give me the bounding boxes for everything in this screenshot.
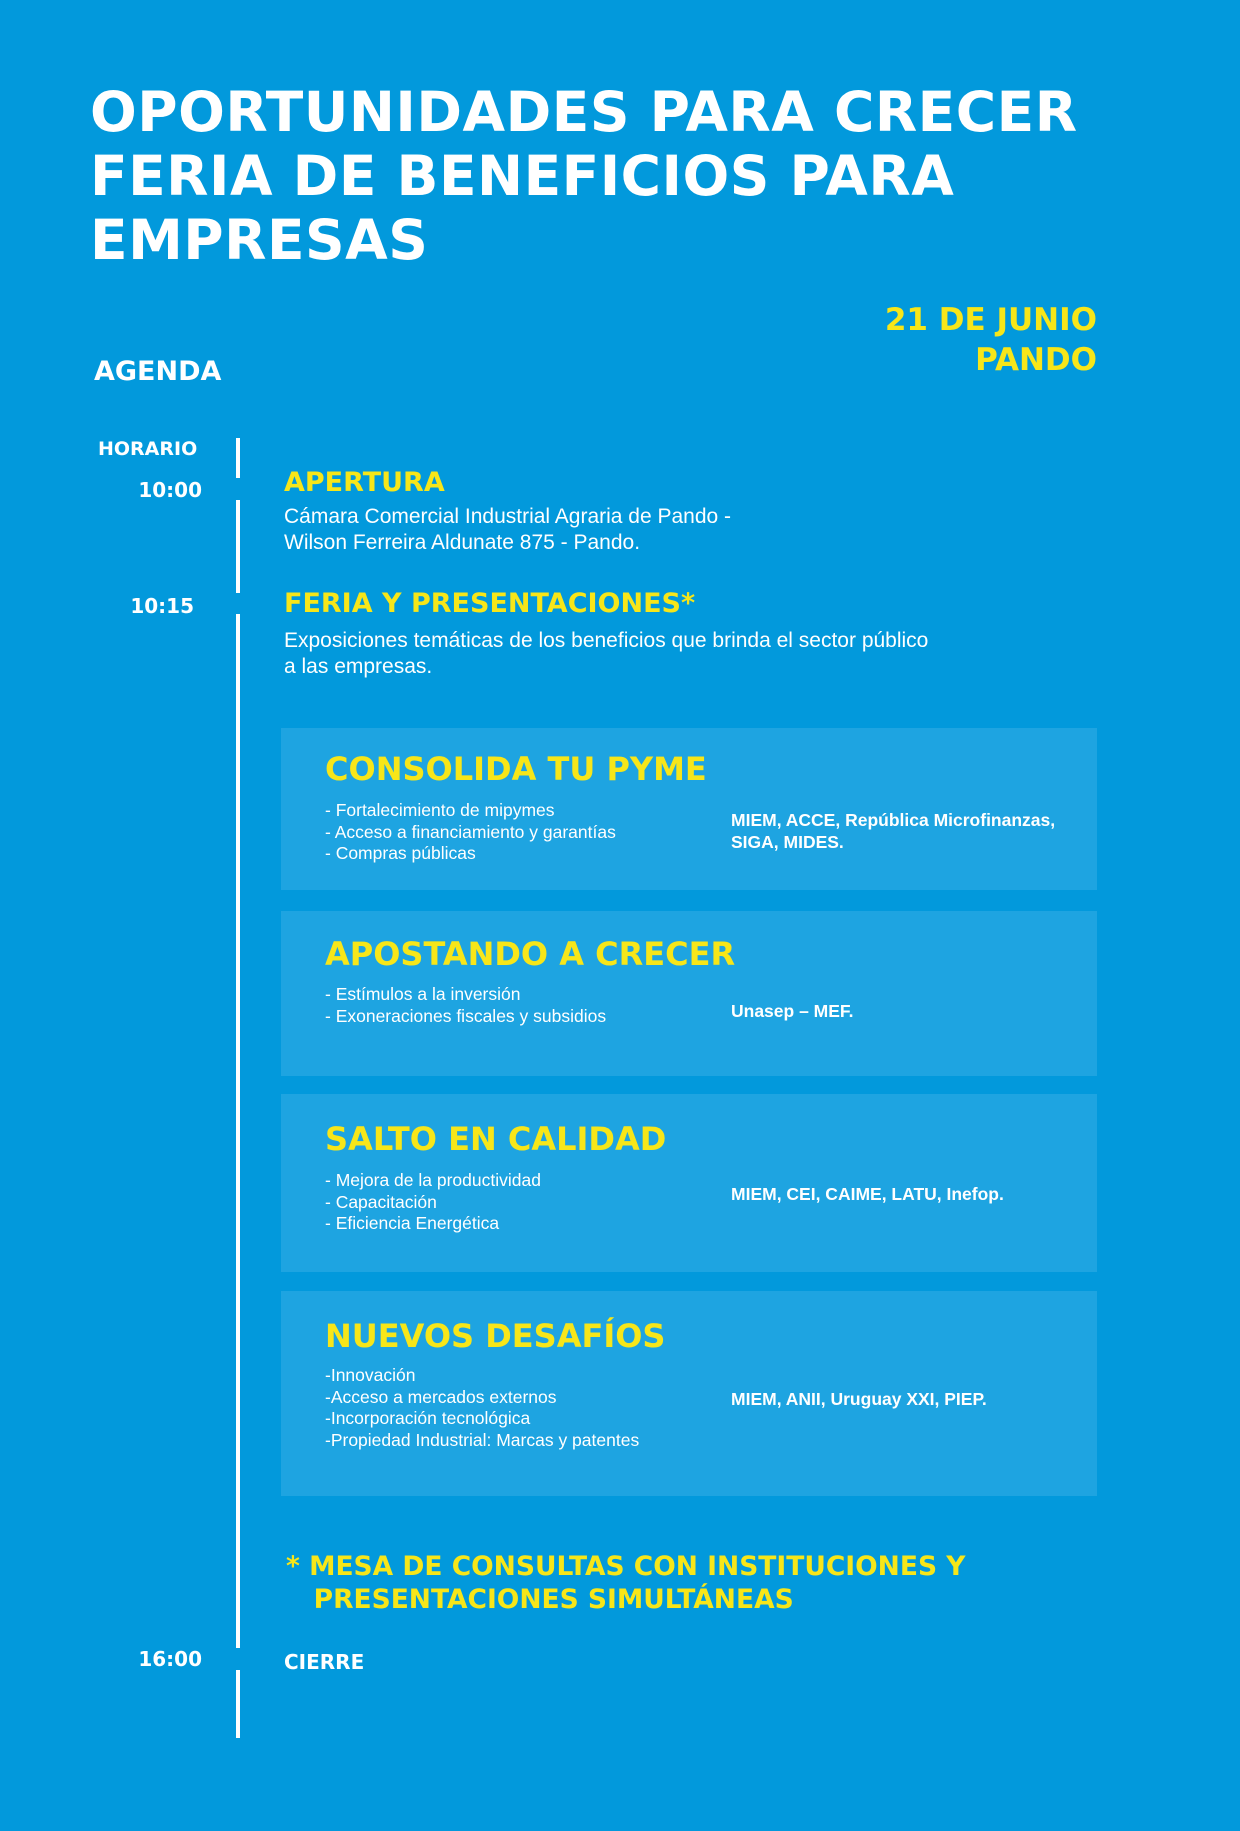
section-item: - Acceso a financiamiento y garantías bbox=[325, 821, 616, 842]
footnote-line: * MESA DE CONSULTAS CON INSTITUCIONES Y bbox=[286, 1551, 966, 1582]
event-description-line: Exposiciones temáticas de los beneficios que brinda el sector público bbox=[284, 629, 929, 652]
section-item: - Estímulos a la inversión bbox=[325, 984, 521, 1004]
title-line: OPORTUNIDADES PARA CRECER bbox=[90, 80, 1078, 144]
section-item: -Incorporación tecnológica bbox=[325, 1408, 531, 1428]
event-location: PANDO bbox=[975, 342, 1097, 378]
section-items bbox=[325, 800, 616, 865]
section-items bbox=[325, 1365, 639, 1451]
event-description-line: Wilson Ferreira Aldunate 875 - Pando. bbox=[284, 531, 641, 554]
event-description-line: a las empresas. bbox=[284, 655, 433, 678]
section-title: APOSTANDO A CRECER bbox=[325, 935, 736, 973]
event-time: 10:15 bbox=[130, 594, 194, 618]
agenda-heading: AGENDA bbox=[94, 356, 222, 387]
section-institutions: MIEM, ACCE, República Microfinanzas, SIGA, MIDES. bbox=[731, 810, 1056, 852]
event-description bbox=[284, 504, 731, 556]
title-line: EMPRESAS bbox=[90, 208, 429, 272]
section-card bbox=[281, 1291, 1097, 1496]
event-description-line: Cámara Comercial Industrial Agraria de Pando - bbox=[284, 505, 732, 528]
section-institutions: MIEM, CEI, CAIME, LATU, Inefop. bbox=[731, 1184, 1004, 1204]
timeline-line bbox=[236, 438, 240, 478]
event-time: 10:00 bbox=[138, 478, 202, 502]
event-date-location bbox=[885, 300, 1097, 380]
event-date: 21 DE JUNIO bbox=[884, 302, 1097, 338]
title-line: FERIA DE BENEFICIOS PARA bbox=[90, 144, 955, 208]
event-title: FERIA Y PRESENTACIONES* bbox=[284, 588, 696, 619]
section-item: - Capacitación bbox=[325, 1191, 437, 1212]
section-institutions: Unasep – MEF. bbox=[731, 1001, 854, 1021]
timeline-line bbox=[236, 614, 240, 1648]
section-items bbox=[325, 984, 606, 1027]
section-title: NUEVOS DESAFÍOS bbox=[325, 1317, 666, 1355]
horario-label: HORARIO bbox=[98, 438, 198, 460]
footnote bbox=[286, 1550, 965, 1616]
section-institutions: MIEM, ANII, Uruguay XXI, PIEP. bbox=[731, 1389, 987, 1409]
section-item: - Mejora de la productividad bbox=[325, 1170, 541, 1190]
section-item: -Propiedad Industrial: Marcas y patentes bbox=[325, 1429, 640, 1450]
footnote-line: PRESENTACIONES SIMULTÁNEAS bbox=[286, 1584, 794, 1615]
page-title bbox=[90, 80, 1170, 272]
event-description bbox=[284, 628, 928, 680]
closing-title: CIERRE bbox=[284, 1650, 365, 1674]
section-item: -Acceso a mercados externos bbox=[325, 1386, 557, 1407]
section-title: CONSOLIDA TU PYME bbox=[325, 750, 707, 788]
timeline-line bbox=[236, 1670, 240, 1738]
section-item: - Fortalecimiento de mipymes bbox=[325, 800, 555, 820]
section-item: - Eficiencia Energética bbox=[325, 1213, 500, 1233]
section-item: - Exoneraciones fiscales y subsidios bbox=[325, 1005, 607, 1026]
section-card bbox=[281, 911, 1097, 1076]
closing-time: 16:00 bbox=[138, 1647, 202, 1671]
event-title: APERTURA bbox=[284, 467, 445, 498]
timeline-line bbox=[236, 500, 240, 593]
section-items bbox=[325, 1170, 541, 1235]
section-item: - Compras públicas bbox=[325, 843, 476, 863]
section-card bbox=[281, 728, 1097, 890]
section-item: -Innovación bbox=[325, 1365, 416, 1385]
section-title: SALTO EN CALIDAD bbox=[325, 1120, 667, 1158]
section-card bbox=[281, 1094, 1097, 1272]
